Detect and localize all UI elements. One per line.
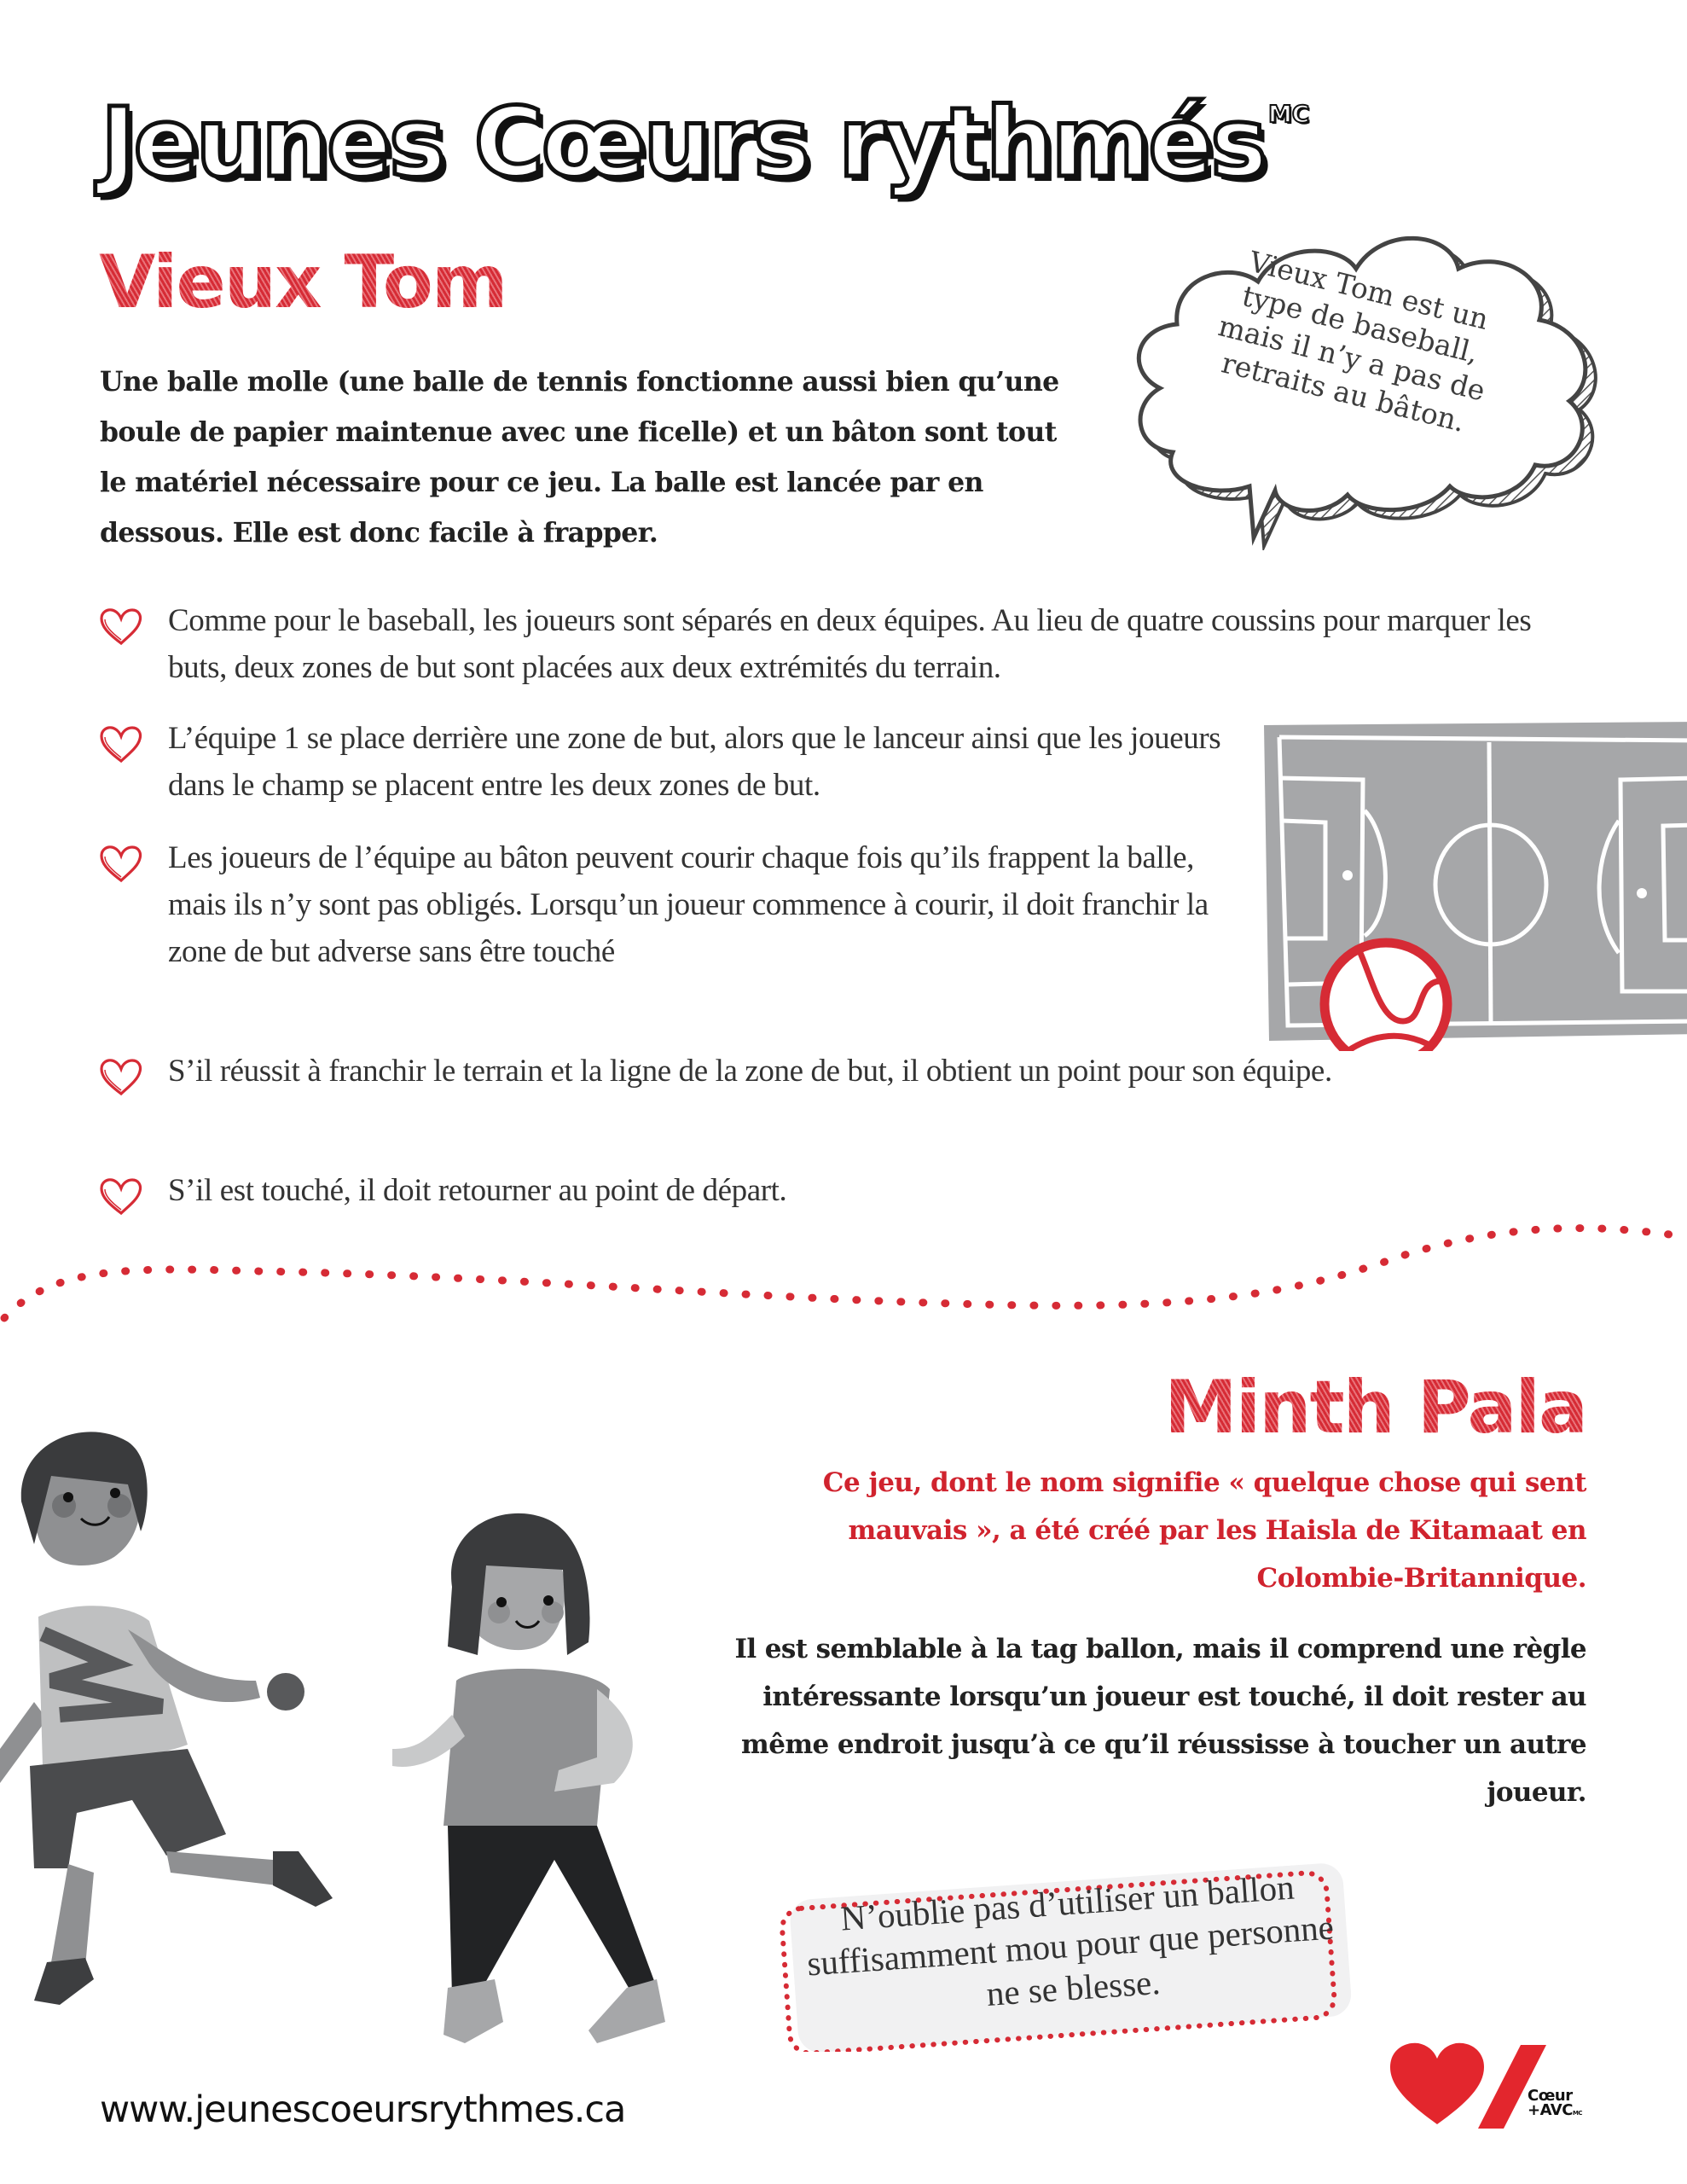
list-item (96, 597, 1584, 691)
section-heading-minth-pala: Minth Pala (1164, 1365, 1586, 1450)
ball-icon (1325, 943, 1447, 1051)
speech-bubble-text: Vieux Tom est un type de baseball, mais il n’y a pas de retraits au bâton. (1215, 244, 1493, 439)
vieux-tom-intro: Une balle molle (une balle de tennis fonctionne aussi bien qu’une boule de papier maintenue avec une ficelle) et un bâton sont tout le matériel nécessaire pour ce jeu. La balle est lancée par en dessous. Elle est donc facile à frapper. (100, 366, 1059, 549)
heart-outline-icon (99, 607, 143, 647)
section-heading-vieux-tom: Vieux Tom (99, 240, 507, 325)
page-title (101, 88, 1310, 199)
page-title-text: Jeunes Cœurs rythmés (101, 88, 1265, 199)
trademark-mark: MC (1267, 100, 1310, 128)
boy-figure (0, 1432, 333, 2005)
list-item (96, 715, 1277, 809)
list-item (96, 1048, 1362, 1095)
logo-line-2: +AVC (1528, 2101, 1573, 2119)
heart-icon (1390, 2043, 1484, 2124)
heart-outline-icon (99, 845, 143, 884)
list-item (96, 834, 1251, 975)
minth-pala-body: Il est semblable à la tag ballon, mais il comprend une règle intéressante lorsqu’un joueur est touché, il doit rester au même endroit jusqu’à ce qu’il réussisse à toucher un autre joueur. (734, 1634, 1586, 1808)
rule-text: S’il est touché, il doit retourner au point de départ. (168, 1173, 787, 1208)
heart-outline-icon (99, 1177, 143, 1217)
playing-field-illustration (1254, 710, 1687, 1051)
children-playing-illustration (0, 1408, 699, 2065)
heart-outline-icon (99, 1058, 143, 1097)
heart-outline-icon (99, 725, 143, 764)
logo-wordmark (1528, 2088, 1582, 2121)
reminder-note-text: N’oublie pas d’utiliser un ballon suffisamment mou pour que personne ne se blesse. (805, 1867, 1336, 2013)
minth-pala-intro: Ce jeu, dont le nom signifie « quelque chose qui sent mauvais », a été créé par les Haisla de Kitamaat en Colombie-Britannique. (822, 1467, 1586, 1594)
girl-figure (392, 1513, 665, 2043)
logo-trademark: MC (1572, 2110, 1583, 2117)
list-item (96, 1167, 1362, 1214)
rule-text: S’il réussit à franchir le terrain et la ligne de la zone de but, il obtient un point pour son équipe. (168, 1054, 1332, 1089)
dotted-wave-divider (0, 1220, 1687, 1331)
rule-text: L’équipe 1 se place derrière une zone de but, alors que le lanceur ainsi que les joueurs dans le champ se placent entre les deux zones de but. (168, 721, 1221, 803)
rule-text: Comme pour le baseball, les joueurs sont séparés en deux équipes. Au lieu de quatre coussins pour marquer les buts, deux zones de but sont placées aux deux extrémités du terrain. (168, 603, 1532, 685)
logo-line-1: Cœur (1528, 2087, 1573, 2105)
rule-text: Les joueurs de l’équipe au bâton peuvent courir chaque fois qu’ils frappent la balle, mais ils n’y sont pas obligés. Lorsqu’un joueur commence à courir, il doit franchir la zone de but adverse sans être touché (168, 840, 1209, 969)
website-link[interactable]: www.jeunescoeursrythmes.ca (100, 2088, 626, 2131)
